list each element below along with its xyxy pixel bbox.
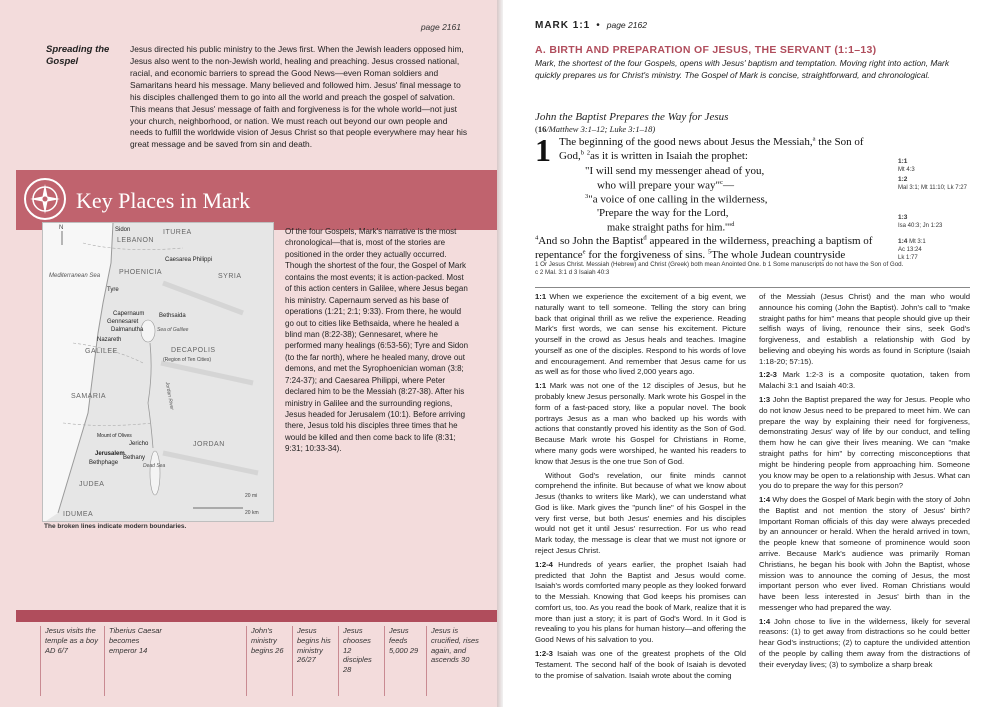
water-dead-sea: Dead Sea (143, 463, 166, 469)
poetry-line: who will prepare your way"$^c$— (597, 179, 734, 192)
scripture-verses-4-5: $^4$And so John the Baptist$^d$ appeared in the wilderness, preaching a baptism of repentance$^e$ for the forgiveness of sins. $^5$The whole Judean countryside (535, 234, 873, 262)
spreading-gospel-heading: Spreading the Gospel (46, 44, 110, 68)
study-note: of the Messiah (Jesus Christ) and the man who would announce his coming (John the Baptist). John's call to "make straight paths for him" means that people should give up their selfish ways of living, renounce their sins, seek God's forgiveness, and establish a relationship with God by believing and obeying his words as found in Scripture (Isaiah 1:18-20; 57:15). (759, 292, 970, 366)
scripture-verses-1-2: The beginning of the good news about Jesus the Messiah,$^a$ the Son of God,$^b$ $^2$as it is written in Isaiah the prophet: (559, 135, 864, 163)
city-nazareth: Nazareth (97, 337, 122, 343)
north-label: N (59, 225, 64, 231)
study-note: Without God's revelation, our finite minds cannot comprehend the infinite. But because of what we know about Jesus (thanks to writers like Mark), we can understand what God is like. Mark gives the "punch line" of his Gospel in the very first verse, but both Jesus' enemies and his disciples would not get it until Jesus' resurrection. For us who read Mark today, the message is clear that we must not ignore or reject Jesus Christ. (535, 470, 746, 555)
parallel-passages: /Matthew 3:1–12; Luke 3:1–18) (546, 124, 656, 134)
city-bethsaida: Bethsaida (159, 313, 186, 319)
water-mediterranean: Mediterranean Sea (49, 273, 101, 279)
region-galilee: GALILEE (85, 348, 118, 355)
city-caesarea-philippi: Caesarea Philippi (165, 257, 213, 263)
study-note: 1:4 John chose to live in the wilderness, likely for several reasons: (1) to get away from distractions so he could better hear God's instructions; (2) to capture the undivided attention of the people by calling them away from the distractions of their everyday lives; (3) to symbolize a sharp break (759, 616, 970, 669)
map-caption: The broken lines indicate modern boundaries. (44, 523, 187, 530)
study-notes-right-column (759, 292, 970, 674)
scale-miles: 20 mi (245, 493, 258, 499)
decapolis-note: (Region of Ten Cities) (163, 357, 211, 363)
compass-rose-icon (24, 178, 66, 220)
region-syria: SYRIA (218, 273, 242, 280)
poetry-line: $^3$"a voice of one calling in the wilderness, (585, 193, 768, 206)
region-jordan: JORDAN (193, 441, 225, 448)
verse-1b: the Son of God, (559, 136, 864, 163)
scale-km: 20 km (245, 510, 259, 516)
region-idumea: IDUMEA (63, 511, 94, 518)
verse-2: as it is written in Isaiah the prophet: (590, 150, 748, 163)
study-note: 1:2-4 Hundreds of years earlier, the prophet Isaiah had predicted that John the Baptist and Jesus would come. Isaiah's words comforted many people as they looked forward to the Messiah. Knowing that God keeps his promises can comfort us, too. As you read the book of Mark, realize that it is more than just a story; it is part of God's Word. In it God is revealing to you his plans for human history—and offering the Good News of his salvation to you. (535, 559, 746, 645)
map-terrain (43, 223, 274, 522)
mount-of-olives: Mount of Olives (97, 433, 132, 439)
city-dalmanutha: Dalmanutha (111, 327, 144, 333)
timeline-item: Jesus begins his ministry 26/27 (292, 626, 334, 696)
study-note: 1:2-3 Mark 1:2-3 is a composite quotation, taken from Malachi 3:1 and Isaiah 40:3. (759, 370, 970, 391)
cross-reference: 1:2 Mal 3:1; Mt 11:10; Lk 7:27 (898, 176, 967, 191)
study-notes-left-column (535, 292, 746, 684)
harmony-number: 16 (537, 124, 547, 134)
city-sidon: Sidon (115, 227, 131, 233)
map-of-palestine (42, 222, 274, 522)
cross-reference: 1:1 Mt 4:3 (898, 158, 915, 173)
region-phoenicia: PHOENICIA (119, 269, 163, 276)
timeline-bar (16, 610, 497, 622)
cross-reference: 1:4 Mt 3:1 Ac 13:24 Lk 1:77 (898, 238, 926, 261)
timeline-item: Jesus feeds 5,000 29 (384, 626, 424, 696)
running-head: MARK 1:1 • page 2162 (535, 20, 647, 31)
city-tyre: Tyre (107, 287, 119, 293)
page-number-right: page 2162 (606, 20, 647, 30)
city-bethphage: Bethphage (89, 460, 119, 466)
region-lebanon: LEBANON (117, 237, 154, 244)
water-sea-of-galilee: Sea of Galilee (157, 327, 189, 333)
key-places-text: Of the four Gospels, Mark's narrative is the most chronological—that is, most of the stories are positioned in the order they actually occurred. Though the shortest of the four, the Gospel of Mark contains the most events; it is action-packed. Most of this action centers in Galilee, where Jesus began his ministry. Capernaum served as his base of operations (1:21; 2:1; 9:33). From there, he would go out to cities like Bethsaida, where he healed a blind man (8:22-38); Gennesaret, where he performed many healings (6:53-56); Tyre and Sidon (to the far north), where he healed many, drove out demons, and met the Syrophoenician woman (3:8; 7:24-37); and Caesarea Philippi, where Peter declared him to be the Messiah (8:27-38). After his ministry in Galilee and the surrounding regions, Jesus headed for Jerusalem (10:1). Before arriving there, Jesus told his disciples three times that he would be killed and then come back to life (8:31; 9:31; 10:33-34). (285, 227, 469, 454)
timeline-item: John's ministry begins 26 (246, 626, 288, 696)
running-head-ref: MARK 1:1 (535, 20, 591, 31)
poetry-line: 'Prepare the way for the Lord, (597, 207, 729, 219)
right-page (503, 0, 1000, 707)
study-note: 1:1 When we experience the excitement of a big event, we naturally want to tell someone. Telling the story can bring back that original thrill as we relive the experience. Reading Mark's first words, we can sense his excitement. Picture yourself in the crowd as Jesus heals and teaches. Imagine yourself as one of the disciples. Respond to his words of love and encouragement. And remember that Jesus came for us as well as for those who lived 2,000 years ago. (535, 292, 746, 377)
region-samaria: SAMARIA (71, 393, 107, 400)
chapter-number: 1 (535, 132, 551, 168)
section-heading: A. BIRTH AND PREPARATION OF JESUS, THE SERVANT (1:1–13) (535, 44, 877, 56)
region-decapolis: DECAPOLIS (171, 347, 216, 354)
section-intro: Mark, the shortest of the four Gospels, opens with Jesus' baptism and temptation. Moving right into action, Mark quickly prepares us for Christ's ministry. The Gospel of Mark is concise, straightforward, and chronological. (535, 58, 950, 80)
city-jerusalem: Jerusalem (95, 451, 125, 457)
verse-1: The beginning of the good news about Jesus the Messiah, (559, 136, 813, 148)
timeline-item: Tiberius Caesar becomes emperor 14 (104, 626, 168, 696)
poetry-line: "I will send my messenger ahead of you, (585, 165, 765, 177)
city-jericho: Jericho (129, 441, 149, 447)
study-note: 1:1 Mark was not one of the 12 disciples of Jesus, but he probably knew Jesus personally. Mark wrote his Gospel in the form of a fast-paced story, like a popular novel. The book portrays Jesus as a man who backed up his words with actions that constantly proved his identity as the Son of God. Because Mark wrote his Gospel for Christians in Rome, where many gods were worshiped, he wanted his readers to know that Jesus is the one true Son of God. (535, 381, 746, 466)
key-places-title: Key Places in Mark (76, 188, 251, 213)
cross-reference: 1:3 Isa 40:3; Jn 1:23 (898, 214, 943, 229)
pericope-heading: John the Baptist Prepares the Way for Jesus (535, 111, 729, 123)
poetry-line: make straight paths for him.'"$^d$ (607, 221, 735, 234)
left-page (0, 0, 497, 707)
timeline-item: Jesus is crucified, rises again, and ascends 30 (426, 626, 484, 696)
footnotes: 1 Or Jesus Christ. Messiah (Hebrew) and Christ (Greek) both mean Anointed One. b 1 Some manuscripts do not have the Son of God. c 2 Mal. 3:1 d 3 Isaiah 40:3 (535, 261, 904, 277)
region-iturea: ITUREA (163, 229, 192, 236)
study-note: 1:4 Why does the Gospel of Mark begin with the story of John the Baptist and not mention the story of Jesus' birth? Important Roman officials of this day were always preceded by an announcer or herald. When the herald arrived in town, the people knew that someone of prominence would soon arrive. Because Mark's audience was primarily Roman Christians, he began his book with John the Baptist, whose mission was to announce the coming of Jesus, the most important person who ever lived. Roman Christians would have been less interested in Jesus' birth than in the messenger who had prepared the way. (759, 495, 970, 612)
study-note: 1:2-3 Isaiah was one of the greatest prophets of the Old Testament. The second half of the book of Isaiah is devoted to the promise of salvation. Isaiah wrote about the coming (535, 649, 746, 680)
timeline-item: Jesus chooses 12 disciples 28 (338, 626, 380, 696)
water-jordan-river: Jordan River (163, 381, 175, 411)
page-number-left: page 2161 (420, 22, 461, 32)
spreading-gospel-text: Jesus directed his public ministry to the Jews first. When the Jewish leaders opposed him, Jesus also went to the non-Jewish world, healing and preaching. Jesus crossed national, racial, and economic barriers to spread the Good News—even Roman soldiers and Samaritans heard his message. Many believed and followed him. Jesus' final message to his disciples challenged them to go into all the world and preach the gospel of salvation. This means that Jesus' message of faith and forgiveness is for the whole world—not just your church, neighborhood, or nation. We must reach out beyond our own people and needs to fulfill the worldwide vision of Jesus Christ so that people everywhere may hear his great message and be saved from sin and death. (130, 44, 468, 150)
verse-2-number: 2 (586, 149, 591, 157)
study-note: 1:3 John the Baptist prepared the way for Jesus. People who do not know Jesus need to be prepared to meet him. We can prepare the way by explaining their need for forgiveness, demonstrating Jesus' way of life by our conduct, and telling them how he can give their lives meaning. We can "make straight paths for him" by correcting misconceptions that might be hindering people from approaching him. Someone you know may be open to a relationship with Jesus. What can you do to prepare the way for this person? (759, 395, 970, 491)
city-gennesaret: Gennesaret (107, 319, 139, 325)
region-judea: JUDEA (79, 481, 105, 488)
timeline-item: Jesus visits the temple as a boy AD 6/7 (40, 626, 100, 696)
notes-divider (535, 287, 970, 288)
city-capernaum: Capernaum (113, 311, 145, 317)
city-bethany: Bethany (123, 455, 146, 461)
pericope-reference: (16/Matthew 3:1–12; Luke 3:1–18) (535, 124, 656, 134)
